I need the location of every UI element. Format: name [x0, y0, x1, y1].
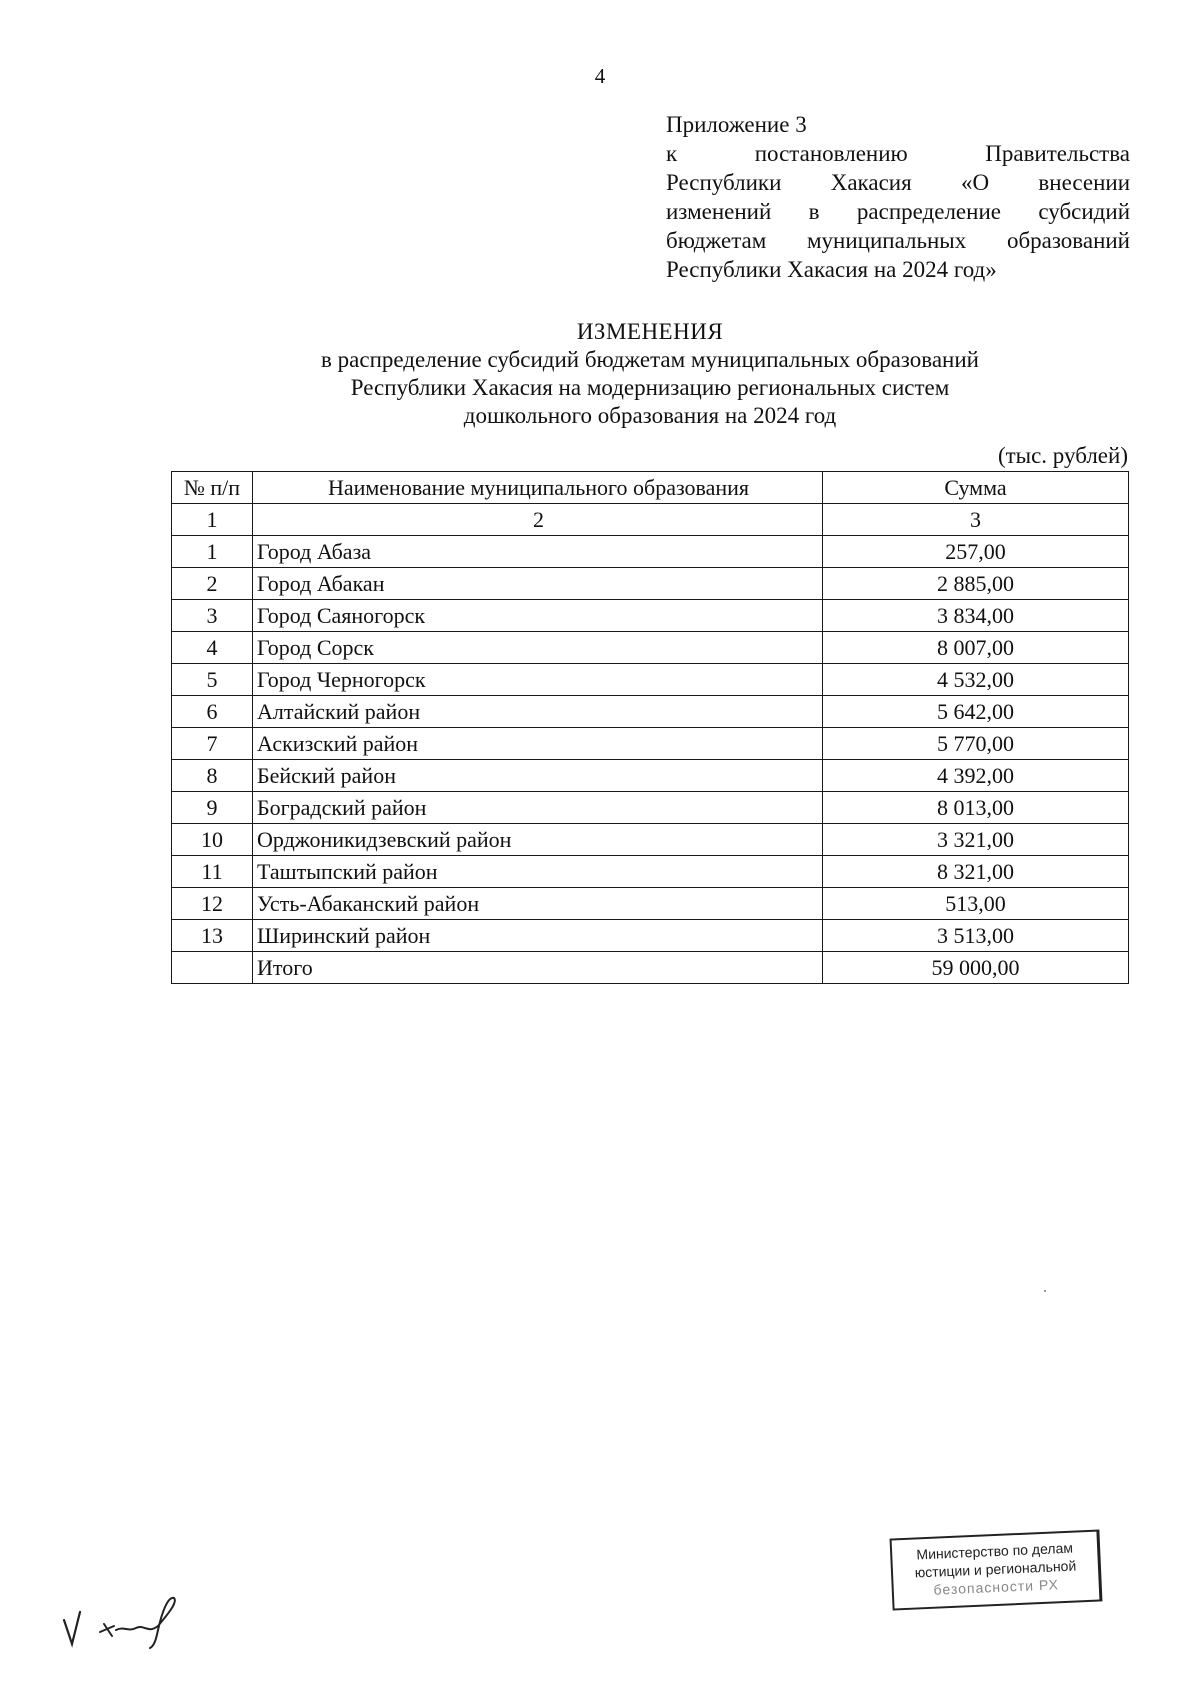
stamp-line: безопасности РХ	[933, 1576, 1060, 1598]
row-name: Город Черногорск	[253, 664, 823, 696]
appendix-line: бюджетам муниципальных образований	[666, 228, 1130, 253]
row-name: Город Саяногорск	[253, 600, 823, 632]
row-num: 11	[172, 856, 253, 888]
units-label: (тыс. рублей)	[997, 443, 1128, 468]
row-sum: 513,00	[823, 888, 1129, 920]
table-header-row	[172, 472, 1129, 504]
row-sum: 5 642,00	[823, 696, 1129, 728]
row-num: 2	[172, 568, 253, 600]
row-name: Бейский район	[253, 760, 823, 792]
row-sum: 257,00	[823, 536, 1129, 568]
table-row	[172, 856, 1129, 888]
index-cell: 2	[253, 504, 823, 536]
table-row	[172, 792, 1129, 824]
appendix-line: Республики Хакасия «О внесении	[666, 170, 1130, 195]
row-sum: 5 770,00	[823, 728, 1129, 760]
row-num: 4	[172, 632, 253, 664]
title-line: Республики Хакасия на модернизацию региональных систем	[350, 375, 950, 400]
table-row	[172, 568, 1129, 600]
appendix-block	[666, 110, 1130, 284]
appendix-title: Приложение 3	[666, 112, 807, 137]
table-row	[172, 632, 1129, 664]
table-row	[172, 664, 1129, 696]
row-name: Таштыпский район	[253, 856, 823, 888]
total-num	[172, 952, 253, 984]
row-sum: 3 834,00	[823, 600, 1129, 632]
header-name: Наименование муниципального образования	[253, 472, 823, 504]
appendix-line: изменений в распределение субсидий	[666, 199, 1130, 224]
row-num: 8	[172, 760, 253, 792]
row-num: 6	[172, 696, 253, 728]
table-row	[172, 728, 1129, 760]
row-sum: 4 392,00	[823, 760, 1129, 792]
row-sum: 8 321,00	[823, 856, 1129, 888]
total-label: Итого	[253, 952, 823, 984]
row-name: Усть-Абаканский район	[253, 888, 823, 920]
row-sum: 8 013,00	[823, 792, 1129, 824]
subsidy-table	[171, 471, 1129, 984]
row-sum: 3 321,00	[823, 824, 1129, 856]
row-sum: 4 532,00	[823, 664, 1129, 696]
row-name: Город Сорск	[253, 632, 823, 664]
table-row	[172, 920, 1129, 952]
registration-stamp	[890, 1529, 1103, 1610]
table-row	[172, 600, 1129, 632]
row-num: 1	[172, 536, 253, 568]
appendix-line: Республики Хакасия на 2024 год»	[666, 257, 997, 282]
table-total-row	[172, 952, 1129, 984]
table-row	[172, 888, 1129, 920]
row-num: 7	[172, 728, 253, 760]
scan-speck	[1044, 1290, 1046, 1292]
row-name: Ширинский район	[253, 920, 823, 952]
handwritten-signature	[58, 1590, 208, 1650]
row-num: 3	[172, 600, 253, 632]
row-name: Боградский район	[253, 792, 823, 824]
total-sum: 59 000,00	[823, 952, 1129, 984]
header-num: № п/п	[172, 472, 253, 504]
row-num: 13	[172, 920, 253, 952]
row-num: 9	[172, 792, 253, 824]
stamp-line: юстиции и региональной	[914, 1557, 1077, 1581]
row-sum: 2 885,00	[823, 568, 1129, 600]
title-heading: ИЗМЕНЕНИЯ	[576, 319, 724, 344]
appendix-line: к постановлению Правительства	[666, 141, 1130, 166]
stamp-line: Министерство по делам	[916, 1539, 1074, 1563]
title-line: в распределение субсидий бюджетам муниципальных образований	[321, 347, 979, 372]
title-line: дошкольного образования на 2024 год	[463, 403, 837, 428]
row-num: 5	[172, 664, 253, 696]
table-index-row	[172, 504, 1129, 536]
table-row	[172, 696, 1129, 728]
index-cell: 3	[823, 504, 1129, 536]
row-sum: 3 513,00	[823, 920, 1129, 952]
row-name: Аскизский район	[253, 728, 823, 760]
table-row	[172, 760, 1129, 792]
table-row	[172, 824, 1129, 856]
row-name: Город Абаза	[253, 536, 823, 568]
header-sum: Сумма	[823, 472, 1129, 504]
row-name: Алтайский район	[253, 696, 823, 728]
row-sum: 8 007,00	[823, 632, 1129, 664]
row-num: 12	[172, 888, 253, 920]
row-name: Орджоникидзевский район	[253, 824, 823, 856]
table-row	[172, 536, 1129, 568]
document-title	[0, 318, 1200, 430]
row-name: Город Абакан	[253, 568, 823, 600]
index-cell: 1	[172, 504, 253, 536]
row-num: 10	[172, 824, 253, 856]
page-number: 4	[594, 64, 606, 88]
